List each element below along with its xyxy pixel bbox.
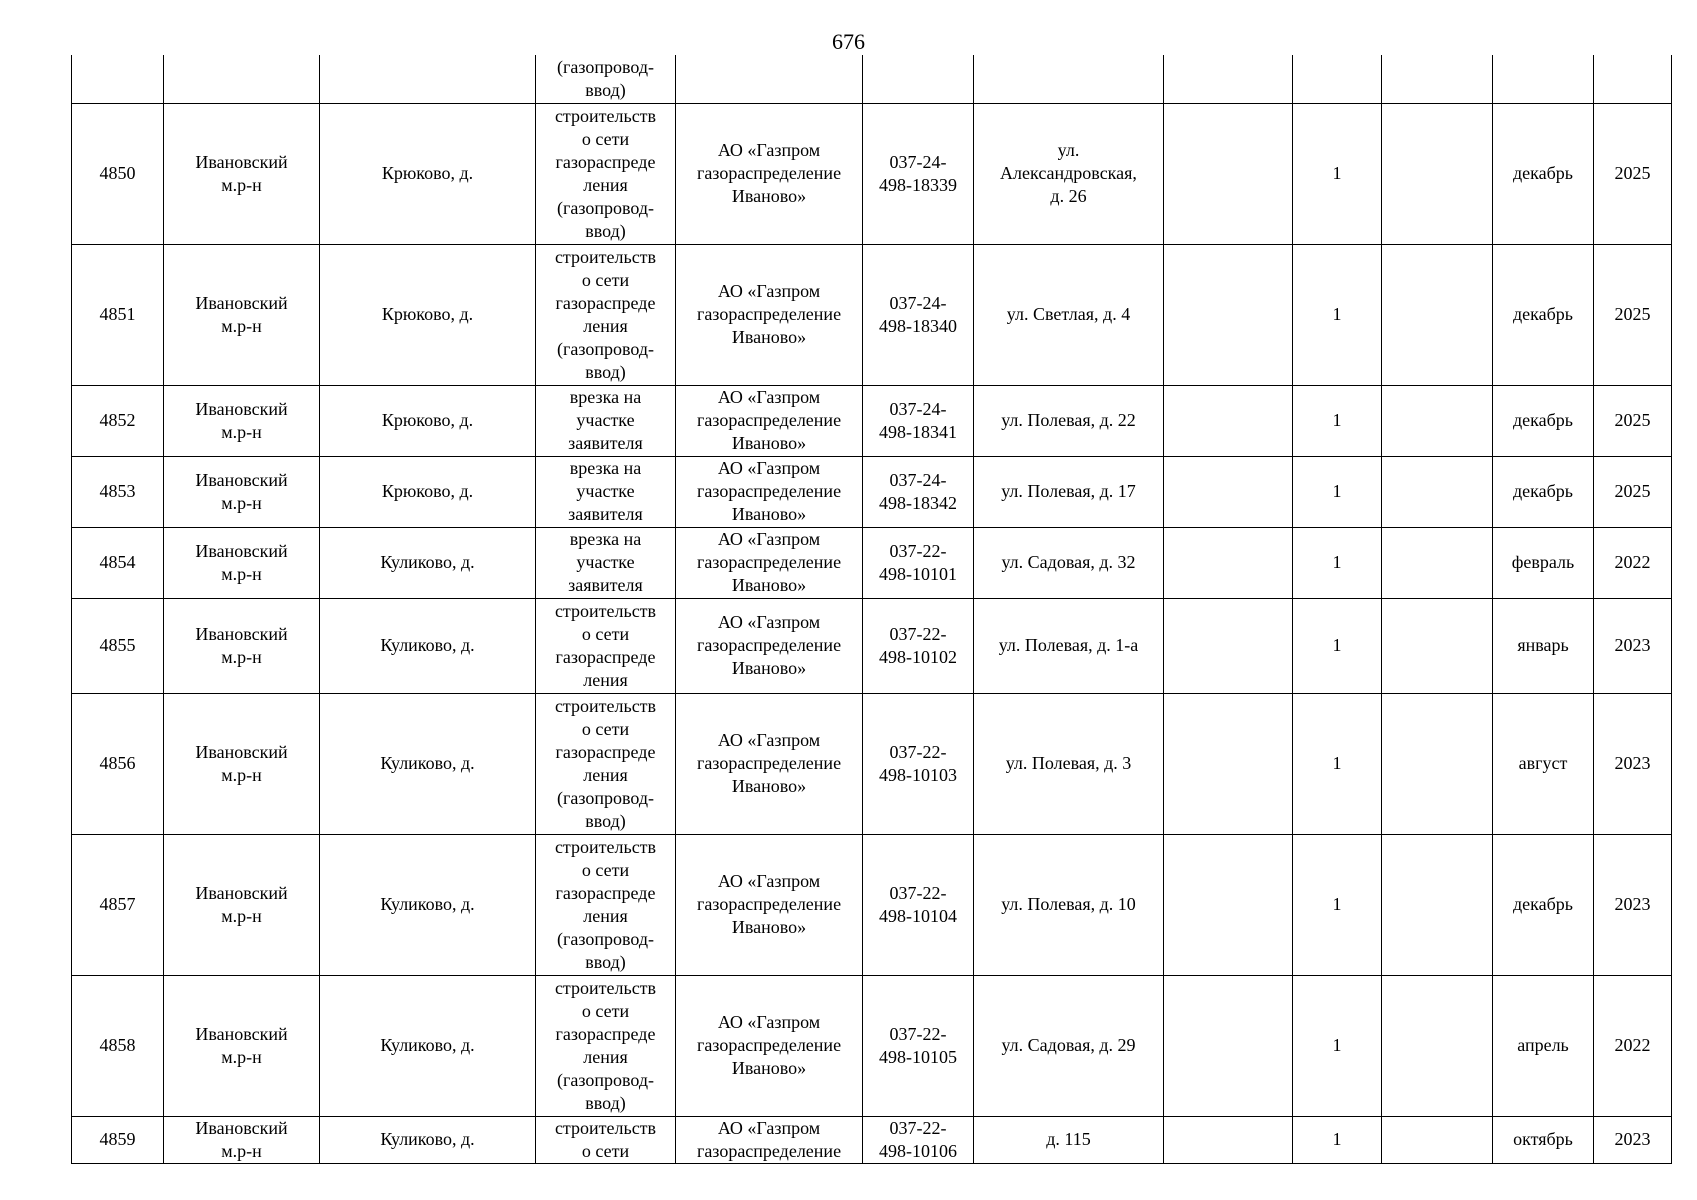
cell-work-type: врезка на участке заявителя [536,527,676,598]
cell-district: Ивановский м.р-н [164,693,320,834]
cell-extra [1164,834,1293,975]
cell-locality: Куликово, д. [320,598,536,693]
cell-work-type: строительств о сети газораспреде ления [536,598,676,693]
cell-company: АО «Газпром газораспределение Иваново» [676,975,863,1116]
cell-note [1382,834,1493,975]
cell-number: 4850 [72,103,164,244]
cell-year: 2023 [1594,834,1672,975]
cell-quantity: 1 [1293,834,1382,975]
cell-note [1382,1116,1493,1163]
cell-note [1382,693,1493,834]
table-row [72,598,1672,693]
cell-code: 037-22- 498-10106 [863,1116,974,1163]
cell-address: д. 115 [974,1116,1164,1163]
cell-locality: Куликово, д. [320,975,536,1116]
cell-code: 037-22- 498-10104 [863,834,974,975]
cell-code [863,55,974,103]
cell-month: август [1493,693,1594,834]
cell-month: январь [1493,598,1594,693]
cell-year: 2025 [1594,385,1672,456]
cell-extra [1164,527,1293,598]
cell-extra [1164,244,1293,385]
table-row [72,385,1672,456]
cell-work-type: врезка на участке заявителя [536,385,676,456]
cell-note [1382,598,1493,693]
table-row [72,103,1672,244]
cell-company: АО «Газпром газораспределение Иваново» [676,244,863,385]
cell-address: ул. Садовая, д. 32 [974,527,1164,598]
cell-year: 2023 [1594,1116,1672,1163]
cell-code: 037-22- 498-10101 [863,527,974,598]
gas-connection-table [71,55,1672,1164]
cell-note [1382,103,1493,244]
table-row [72,693,1672,834]
cell-company: АО «Газпром газораспределение Иваново» [676,385,863,456]
cell-work-type: строительств о сети газораспреде ления (газопровод- ввод) [536,693,676,834]
cell-code: 037-24- 498-18339 [863,103,974,244]
cell-company [676,55,863,103]
table-row [72,456,1672,527]
cell-work-type: строительств о сети газораспреде ления (газопровод- ввод) [536,103,676,244]
cell-locality [320,55,536,103]
cell-code: 037-22- 498-10102 [863,598,974,693]
cell-district [164,55,320,103]
cell-extra [1164,103,1293,244]
cell-work-type: врезка на участке заявителя [536,456,676,527]
cell-code: 037-24- 498-18342 [863,456,974,527]
cell-address [974,55,1164,103]
cell-year: 2025 [1594,456,1672,527]
cell-month: декабрь [1493,103,1594,244]
cell-extra [1164,456,1293,527]
table-row [72,975,1672,1116]
cell-locality: Крюково, д. [320,385,536,456]
cell-address: ул. Садовая, д. 29 [974,975,1164,1116]
cell-address: ул. Полевая, д. 17 [974,456,1164,527]
cell-note [1382,527,1493,598]
cell-note [1382,975,1493,1116]
cell-work-type: строительств о сети [536,1116,676,1163]
cell-work-type: (газопровод- ввод) [536,55,676,103]
cell-district: Ивановский м.р-н [164,527,320,598]
cell-quantity: 1 [1293,598,1382,693]
cell-locality: Куликово, д. [320,527,536,598]
cell-district: Ивановский м.р-н [164,975,320,1116]
cell-address: ул. Александровская, д. 26 [974,103,1164,244]
cell-month [1493,55,1594,103]
cell-note [1382,456,1493,527]
cell-district: Ивановский м.р-н [164,834,320,975]
cell-extra [1164,975,1293,1116]
cell-company: АО «Газпром газораспределение Иваново» [676,834,863,975]
cell-month: апрель [1493,975,1594,1116]
table-row [72,244,1672,385]
cell-locality: Куликово, д. [320,834,536,975]
cell-locality: Крюково, д. [320,244,536,385]
cell-number: 4853 [72,456,164,527]
cell-company: АО «Газпром газораспределение Иваново» [676,598,863,693]
cell-quantity: 1 [1293,975,1382,1116]
cell-month: декабрь [1493,244,1594,385]
cell-month: декабрь [1493,834,1594,975]
cell-work-type: строительств о сети газораспреде ления (газопровод- ввод) [536,244,676,385]
page-number: 676 [832,29,865,54]
cell-quantity: 1 [1293,103,1382,244]
cell-number: 4855 [72,598,164,693]
cell-address: ул. Полевая, д. 1-а [974,598,1164,693]
cell-district: Ивановский м.р-н [164,385,320,456]
cell-quantity: 1 [1293,244,1382,385]
cell-number: 4857 [72,834,164,975]
cell-address: ул. Полевая, д. 22 [974,385,1164,456]
cell-quantity: 1 [1293,1116,1382,1163]
cell-district: Ивановский м.р-н [164,1116,320,1163]
cell-locality: Крюково, д. [320,103,536,244]
cell-quantity: 1 [1293,456,1382,527]
cell-extra [1164,385,1293,456]
cell-locality: Куликово, д. [320,1116,536,1163]
cell-code: 037-24- 498-18340 [863,244,974,385]
cell-code: 037-24- 498-18341 [863,385,974,456]
cell-code: 037-22- 498-10105 [863,975,974,1116]
cell-address: ул. Полевая, д. 10 [974,834,1164,975]
cell-extra [1164,598,1293,693]
cell-quantity: 1 [1293,385,1382,456]
cell-number: 4852 [72,385,164,456]
continuation-row [72,55,1672,103]
cell-quantity [1293,55,1382,103]
cell-number [72,55,164,103]
cell-extra [1164,693,1293,834]
cell-year: 2025 [1594,103,1672,244]
cell-company: АО «Газпром газораспределение Иваново» [676,456,863,527]
cell-district: Ивановский м.р-н [164,456,320,527]
cell-number: 4859 [72,1116,164,1163]
cell-quantity: 1 [1293,693,1382,834]
cell-district: Ивановский м.р-н [164,103,320,244]
cell-address: ул. Полевая, д. 3 [974,693,1164,834]
cell-company: АО «Газпром газораспределение Иваново» [676,103,863,244]
table-row [72,527,1672,598]
cell-month: февраль [1493,527,1594,598]
cell-quantity: 1 [1293,527,1382,598]
cell-number: 4851 [72,244,164,385]
cell-month: декабрь [1493,456,1594,527]
cell-extra [1164,1116,1293,1163]
table-row [72,834,1672,975]
cell-year: 2023 [1594,693,1672,834]
cell-district: Ивановский м.р-н [164,244,320,385]
cell-number: 4854 [72,527,164,598]
table-row [72,1116,1672,1163]
cell-work-type: строительств о сети газораспреде ления (газопровод- ввод) [536,834,676,975]
cell-company: АО «Газпром газораспределение Иваново» [676,527,863,598]
cell-work-type: строительств о сети газораспреде ления (газопровод- ввод) [536,975,676,1116]
cell-note [1382,55,1493,103]
cell-locality: Куликово, д. [320,693,536,834]
table-body [72,55,1672,1163]
cell-district: Ивановский м.р-н [164,598,320,693]
cell-number: 4858 [72,975,164,1116]
cell-year: 2022 [1594,975,1672,1116]
cell-code: 037-22- 498-10103 [863,693,974,834]
cell-company: АО «Газпром газораспределение [676,1116,863,1163]
cell-year: 2023 [1594,598,1672,693]
cell-note [1382,385,1493,456]
cell-year [1594,55,1672,103]
cell-address: ул. Светлая, д. 4 [974,244,1164,385]
cell-extra [1164,55,1293,103]
cell-year: 2022 [1594,527,1672,598]
cell-number: 4856 [72,693,164,834]
cell-note [1382,244,1493,385]
cell-locality: Крюково, д. [320,456,536,527]
cell-month: декабрь [1493,385,1594,456]
cell-month: октябрь [1493,1116,1594,1163]
cell-year: 2025 [1594,244,1672,385]
cell-company: АО «Газпром газораспределение Иваново» [676,693,863,834]
